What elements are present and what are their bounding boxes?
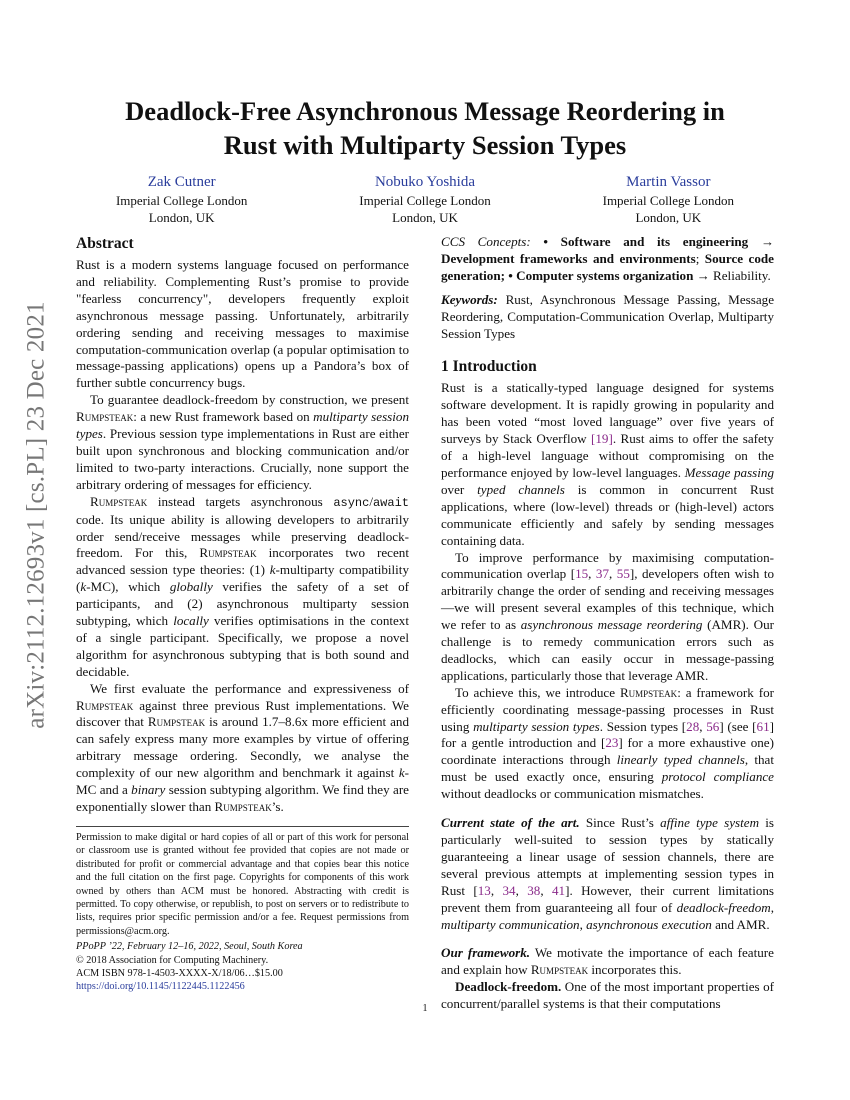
- author-location: London, UK: [148, 210, 215, 225]
- citation-link[interactable]: 41: [552, 882, 566, 898]
- page-number: 1: [422, 1003, 428, 1014]
- abstract-paragraph: Rust is a modern systems language focused on performance and reliability. Complementing Rust’s promise to provide "fearless concurrency", developers frequently exploit asynchronous message passing. Unfortunately, arbitrarily ordering sending and receiving messages to maximise computation-communication overlap (a popular optimisation to message-passing applications) opens up a Pandora’s box of further subtle concurrency bugs.: [76, 257, 409, 391]
- keywords: Keywords: Rust, Asynchronous Message Passing, Message Reordering, Computation-Communication Overlap, Multiparty Session Types: [441, 291, 774, 341]
- permission-text: Permission to make digital or hard copies of all or part of this work for personal or classroom use is granted without fee provided that copies are not made or distributed for profit or commercial advantage and that copies bear this notice and the full citation on the first page. Copyrights for components of this work owned by others than ACM must be honored. Abstracting with credit is permitted. To copy otherwise, or republish, to post on servers or to redistribute to lists, requires prior specific permission and/or a fee. Request permissions from permissions@acm.org.: [76, 832, 409, 937]
- right-column: [441, 234, 774, 1013]
- author-block: [303, 172, 546, 226]
- intro-paragraph: Deadlock-freedom. One of the most important properties of concurrent/parallel systems is that their computations: [441, 979, 774, 1012]
- author-location: London, UK: [392, 210, 458, 225]
- paper-title: [60, 94, 790, 162]
- author-block: [60, 172, 303, 226]
- ccs-concepts: CCS Concepts: • Software and its engineering → Development frameworks and environments; Source code generation; • Computer systems organization → Reliability.: [441, 234, 774, 283]
- citation-link[interactable]: 15: [575, 566, 589, 582]
- author-block: [547, 172, 790, 226]
- author-location: London, UK: [635, 210, 702, 225]
- left-column: [76, 234, 409, 816]
- citation-link[interactable]: [19]: [591, 431, 613, 447]
- venue-text: PPoPP ’22, February 12–16, 2022, Seoul, South Korea: [76, 941, 303, 953]
- intro-paragraph: Rust is a statically-typed language designed for systems software development. It is rapidly growing in popularity and has been voted “most loved language” over five years of surveys by Stack Overflow [19]. Rust aims to offer the safety of a high-level language without compromising on the performance enjoyed by low-level languages. Message passing over typed channels is common in concurrent Rust applications, where (low-level) threads or (high-level) actors communicate efficiently and safely by sending messages containing data.: [441, 380, 775, 548]
- arxiv-stamp: arXiv:2112.12693v1 [cs.PL] 23 Dec 2021: [23, 301, 50, 729]
- intro-paragraph: Current state of the art. Since Rust’s affine type system is particularly well-suited to session types by statically guaranteeing a linear usage of session channels, there are several previous attempts at implementing session types in Rust [13, 34, 38, 41]. However, their current limitations prevent them from guaranteeing all four of deadlock-freedom, multiparty communication, asynchronous execution and AMR.: [441, 815, 775, 932]
- citation-link[interactable]: 56: [706, 718, 720, 734]
- title-line: Rust with Multiparty Session Types: [223, 130, 627, 160]
- citation-link[interactable]: 23: [605, 735, 619, 751]
- citation-link[interactable]: 13: [477, 882, 491, 898]
- intro-paragraph: To achieve this, we introduce Rumpsteak: a framework for efficiently coordinating message-passing processes in Rust using multiparty session types. Session types [28, 56] (see [61] for a gentle introduction and [23] for a more exhaustive one) coordinate interactions through linearly typed channels, that must be used exactly once, ensuring protocol compliance without deadlocks or communication mismatches.: [441, 684, 774, 802]
- author-list: [60, 172, 790, 226]
- citation-link[interactable]: 55: [616, 566, 630, 582]
- author-name[interactable]: Martin Vassor: [626, 174, 711, 190]
- abstract-paragraph: To guarantee deadlock-freedom by construction, we present Rumpsteak: a new Rust framework based on multiparty session types. Previous session type implementations in Rust are either built upon synchronous and blocking communication and/or limited to two-party interactions. Crucially, none support the arbitrary ordering of messages for efficiency.: [76, 392, 409, 492]
- citation-link[interactable]: 28: [686, 718, 700, 734]
- section-heading: 1 Introduction: [441, 358, 537, 376]
- doi-link[interactable]: https://doi.org/10.1145/1122445.1122456: [76, 981, 245, 993]
- author-affiliation: Imperial College London: [602, 193, 735, 208]
- copyright-text: © 2018 Association for Computing Machinery.: [76, 954, 269, 966]
- isbn-text: ACM ISBN 978-1-4503-XXXX-X/18/06…$15.00: [76, 968, 283, 980]
- title-line: Deadlock-Free Asynchronous Message Reordering in: [125, 96, 725, 126]
- citation-link[interactable]: 38: [527, 882, 541, 898]
- author-name[interactable]: Zak Cutner: [147, 174, 216, 190]
- author-affiliation: Imperial College London: [359, 193, 491, 208]
- abstract-paragraph: We first evaluate the performance and expressiveness of Rumpsteak against three previous Rust implementations. We discover that Rumpsteak is around 1.7–8.6x more efficient and can safely express many more examples by virtue of offering arbitrary message ordering. Secondly, we analyse the complexity of our new algorithm and benchmark it against k-MC and a binary session subtyping algorithm. We find they are exponentially slower than Rumpsteak’s.: [76, 680, 409, 814]
- intro-paragraph: To improve performance by maximising computation-communication overlap [15, 37, 55], developers often wish to arbitrarily change the order of sending and receiving messages—we will present several examples of this technique, which we refer to as asynchronous message reordering (AMR). Our challenge is to remedy communication errors such as deadlocks, which can easily occur in message-passing applications, particularly those that leverage AMR.: [441, 549, 775, 683]
- citation-link[interactable]: 61: [756, 718, 770, 734]
- citation-link[interactable]: 34: [502, 882, 516, 898]
- author-name[interactable]: Nobuko Yoshida: [374, 174, 475, 190]
- copyright-footnote: [76, 826, 409, 994]
- intro-paragraph: Our framework. We motivate the importance of each feature and explain how Rumpsteak incorporates this.: [441, 945, 774, 978]
- citation-link[interactable]: 37: [595, 566, 610, 582]
- abstract-heading: Abstract: [76, 235, 134, 252]
- author-affiliation: Imperial College London: [115, 193, 248, 208]
- abstract-paragraph: Rumpsteak instead targets asynchronous async/await code. Its unique ability is allowing developers to arbitrarily order send/receive messages while preserving deadlock-freedom. For this, Rumpsteak incorporates two recent advanced session type theories: (1) k-multiparty compatibility (k-MC), which globally verifies the safety of a set of participants, and (2) asynchronous multiparty session subtyping, which locally verifies optimisations in the context of a single participant. Specifically, we propose a novel algorithm for asynchronous subtyping that is both sound and decidable.: [76, 493, 410, 679]
